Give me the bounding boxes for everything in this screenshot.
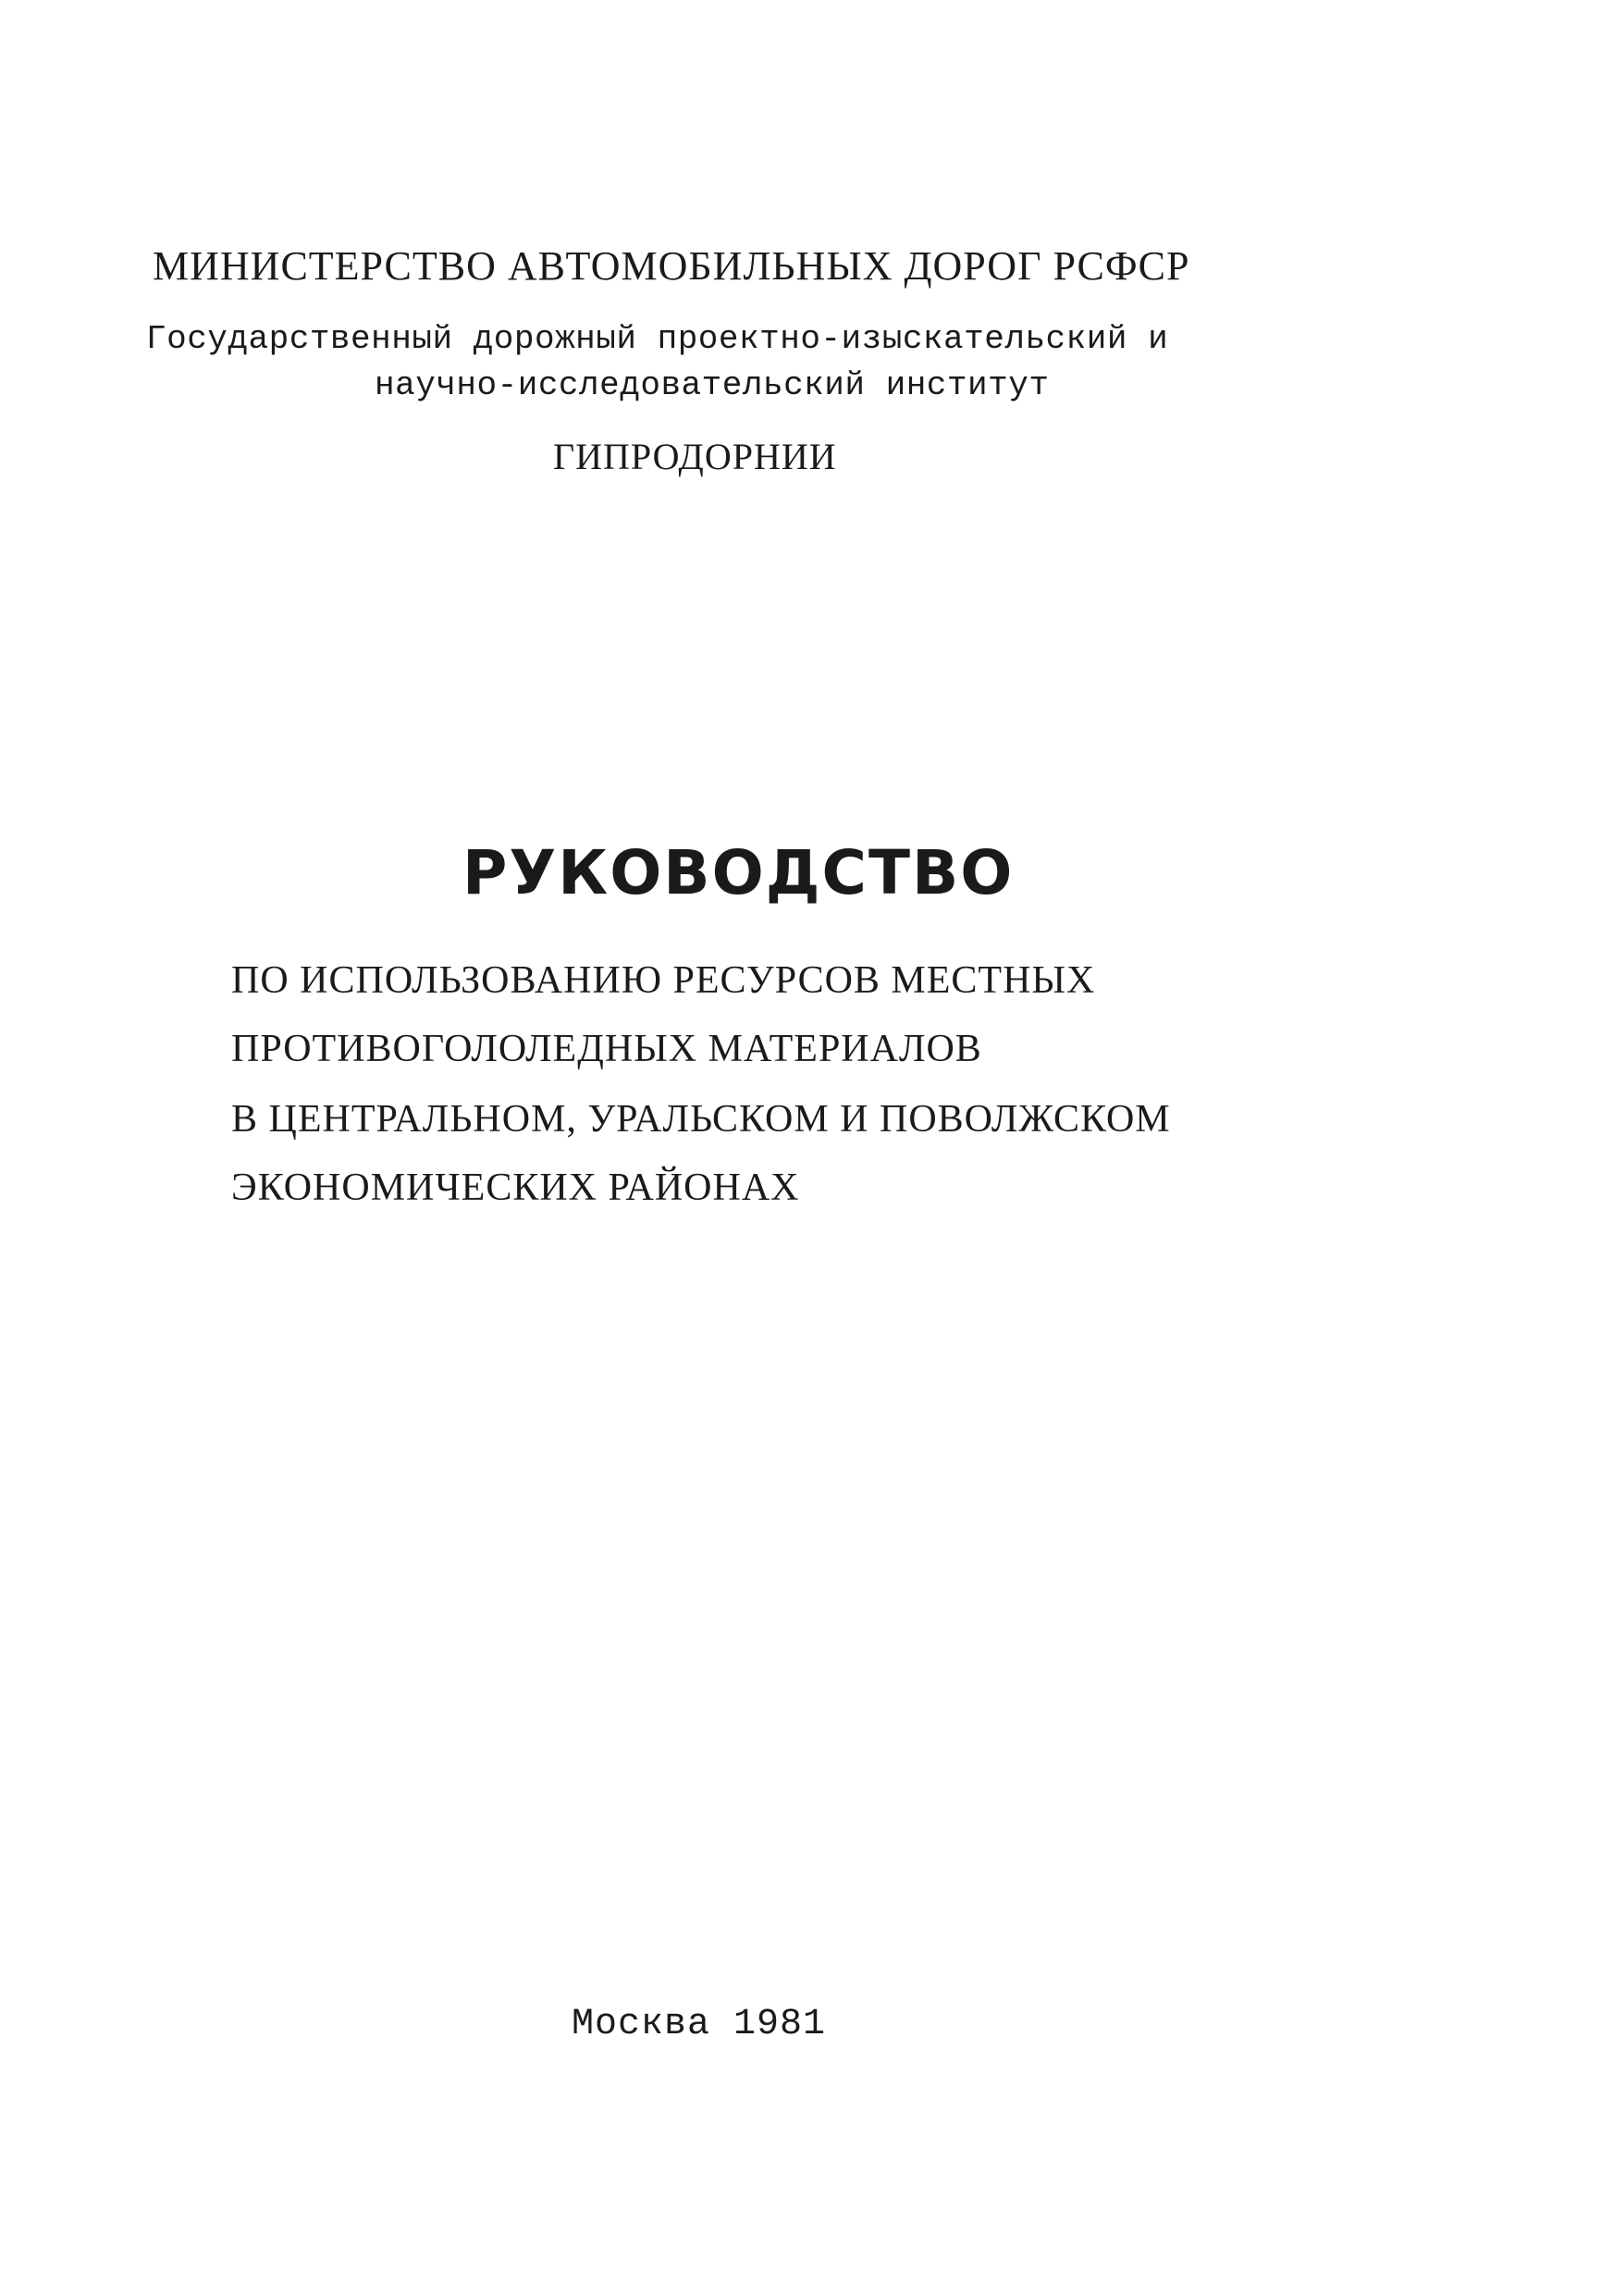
institute-abbreviation: ГИПРОДОРНИИ [553, 436, 837, 477]
subtitle-line-2: ПРОТИВОГОЛОЛЕДНЫХ МАТЕРИАЛОВ [231, 1028, 982, 1070]
subtitle-line-4: ЭКОНОМИЧЕСКИХ РАЙОНАХ [231, 1167, 800, 1209]
subtitle-line-1: ПО ИСПОЛЬЗОВАНИЮ РЕСУРСОВ МЕСТНЫХ [231, 959, 1096, 1002]
ministry-name: МИНИСТЕРСТВО АВТОМОБИЛЬНЫХ ДОРОГ РСФСР [153, 243, 1190, 289]
institute-name-line-1: Государственный дорожный проектно-изыскательский и [146, 320, 1169, 358]
subtitle-line-3: В ЦЕНТРАЛЬНОМ, УРАЛЬСКОМ И ПОВОЛЖСКОМ [231, 1098, 1171, 1141]
document-title: РУКОВОДСТВО [462, 837, 1015, 908]
publication-place-year: Москва 1981 [572, 2004, 827, 2045]
institute-name-line-2: научно-исследовательский институт [375, 366, 1050, 404]
